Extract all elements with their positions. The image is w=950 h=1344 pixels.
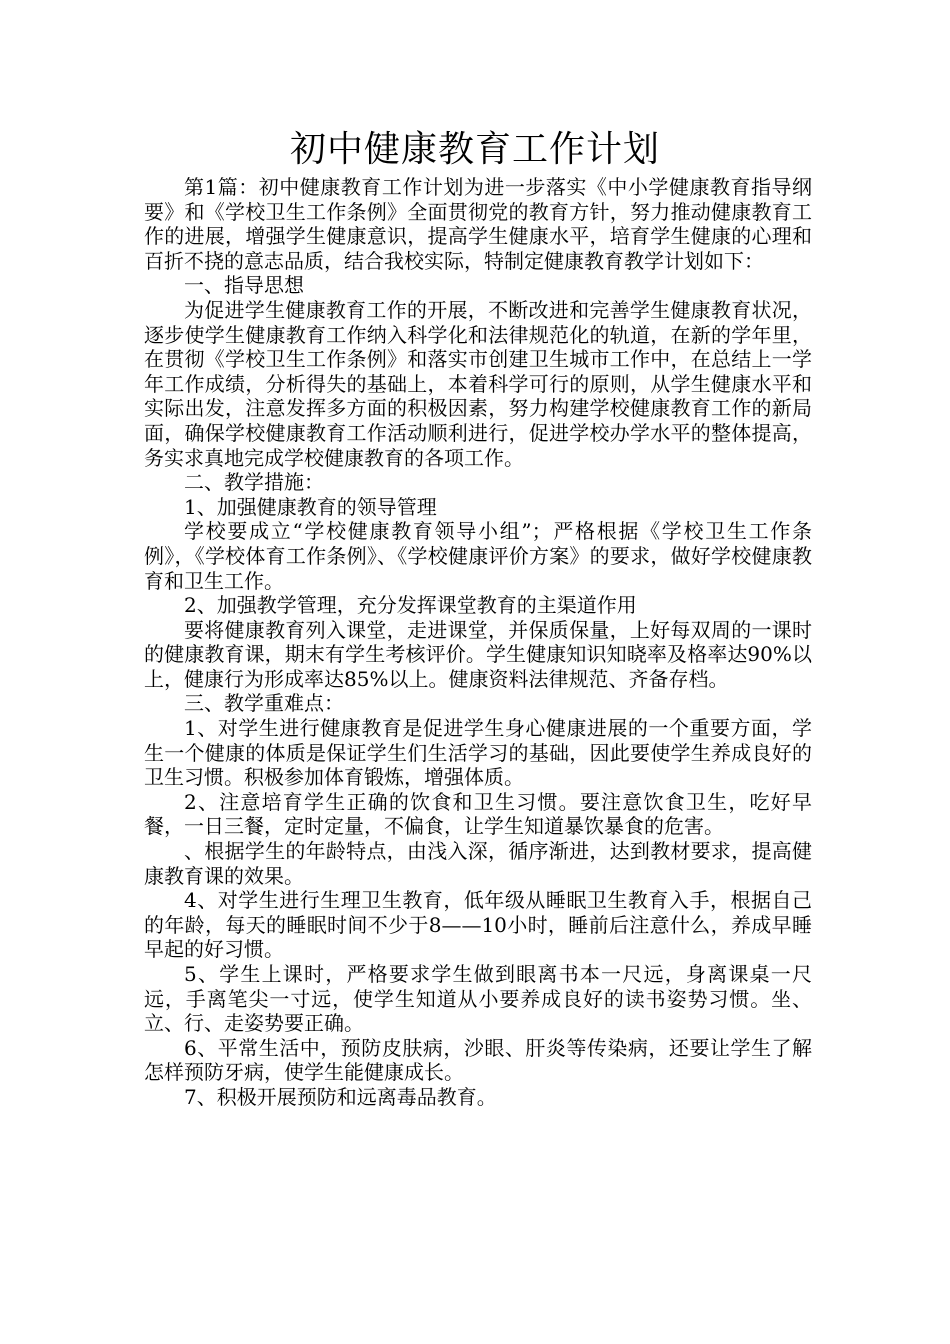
subheading-leadership: 1、加强健康教育的领导管理 — [184, 494, 437, 519]
document-body — [144, 175, 812, 1110]
paragraph-leadership: 学校要成立“学校健康教育领导小组”；严格根据《学校卫生工作条例》，《学校体育工作条例》、《学校健康评价方案》的要求，做好学校健康教育和卫生工作。 — [144, 519, 812, 593]
heading-guiding-thought: 一、指导思想 — [184, 273, 304, 298]
paragraph-intro: 第1篇：初中健康教育工作计划为进一步落实《中小学健康教育指导纲要》和《学校卫生工作条例》全面贯彻党的教育方针，努力推动健康教育工作的进展，增强学生健康意识，提高学生健康水平，培育学生健康的心理和百折不挠的意志品质，结合我校实际，特制定健康教育教学计划如下： — [144, 175, 812, 273]
list-item-7: 7、积极开展预防和远离毒品教育。 — [184, 1084, 497, 1109]
paragraph-guiding-thought: 为促进学生健康教育工作的开展，不断改进和完善学生健康教育状况，逐步使学生健康教育工作纳入科学化和法律规范化的轨道，在新的学年里，在贯彻《学校卫生工作条例》和落实市创建卫生城市工作中，在总结上一学年工作成绩，分析得失的基础上，本着科学可行的原则，从学生健康水平和实际出发，注意发挥多方面的积极因素，努力构建学校健康教育工作的新局面，确保学校健康教育工作活动顺利进行，促进学校办学水平的整体提高，务实求真地完成学校健康教育的各项工作。 — [144, 297, 812, 470]
paragraph-teaching-management: 要将健康教育列入课堂，走进课堂，并保质保量，上好每双周的一课时的健康教育课，期末有学生考核评价。学生健康知识知晓率及格率达90%以上，健康行为形成率达85%以上。健康资料法律规范、齐备存档。 — [144, 617, 812, 691]
list-item-3: 、根据学生的年龄特点，由浅入深，循序渐进，达到教材要求，提高健康教育课的效果。 — [144, 839, 812, 888]
document-title: 初中健康教育工作计划 — [289, 129, 660, 170]
heading-key-points: 三、教学重难点： — [184, 691, 344, 716]
subheading-teaching-management: 2、加强教学管理，充分发挥课堂教育的主渠道作用 — [184, 593, 637, 618]
list-item-1: 1、对学生进行健康教育是促进学生身心健康进展的一个重要方面，学生一个健康的体质是保证学生们生活学习的基础，因此要使学生养成良好的卫生习惯。积极参加体育锻炼，增强体质。 — [144, 716, 812, 790]
list-item-5: 5、学生上课时，严格要求学生做到眼离书本一尺远，身离课桌一尺远，手离笔尖一寸远，使学生知道从小要养成良好的读书姿势习惯。坐、立、行、走姿势要正确。 — [144, 962, 812, 1036]
heading-teaching-measures: 二、教学措施： — [184, 470, 324, 495]
list-item-2: 2、注意培育学生正确的饮食和卫生习惯。要注意饮食卫生，吃好早餐，一日三餐，定时定量，不偏食，让学生知道暴饮暴食的危害。 — [144, 789, 812, 839]
list-item-6: 6、平常生活中，预防皮肤病，沙眼、肝炎等传染病，还要让学生了解怎样预防牙病，使学生能健康成长。 — [144, 1035, 812, 1085]
list-item-4: 4、对学生进行生理卫生教育，低年级从睡眠卫生教育入手，根据自己的年龄，每天的睡眠时间不少于8——10小时，睡前后注意什么，养成早睡早起的好习惯。 — [144, 888, 812, 962]
